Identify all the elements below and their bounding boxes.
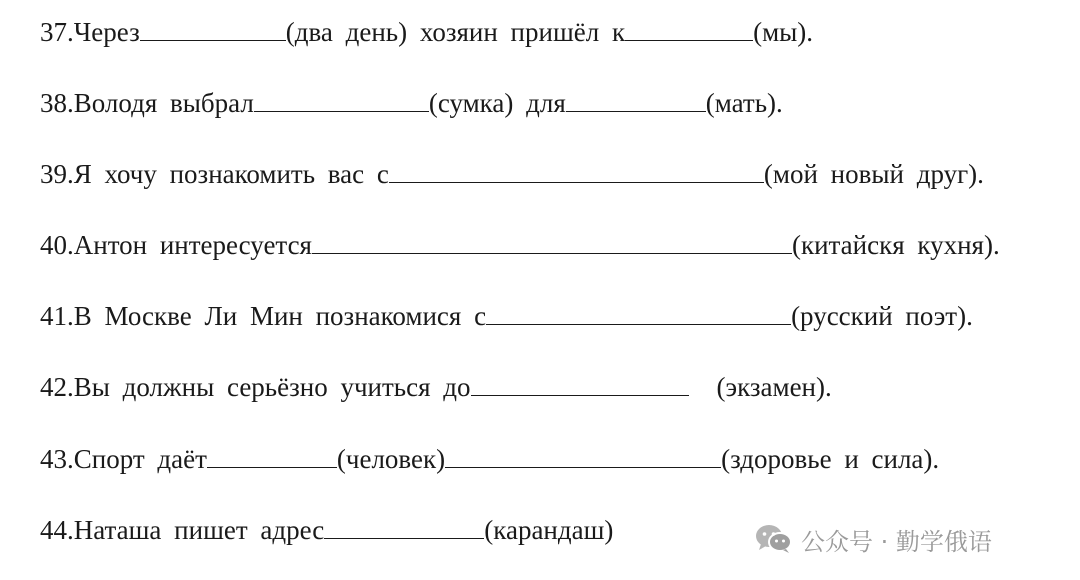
answer-blank[interactable] bbox=[207, 437, 337, 468]
exercise-text: (экзамен). bbox=[716, 372, 832, 402]
exercise-text: 41.В Москве Ли Мин познакомися с bbox=[40, 301, 487, 331]
watermark-text: 公众号 · 勤学俄语 bbox=[801, 527, 992, 556]
exercise-39 bbox=[40, 152, 984, 192]
exercise-42 bbox=[40, 365, 832, 405]
exercise-text: (мы). bbox=[753, 17, 814, 47]
exercise-text: (человек) bbox=[336, 444, 446, 474]
exercise-text: (карандаш) bbox=[484, 515, 614, 545]
exercise-text: (мой новый друг). bbox=[763, 159, 984, 189]
exercise-37 bbox=[40, 10, 813, 50]
exercise-text: 38.Володя выбрал bbox=[40, 88, 254, 118]
exercise-text: (два день) хозяин пришёл к bbox=[285, 17, 626, 47]
watermark bbox=[755, 517, 992, 561]
exercise-text: 42.Вы должны серьёзно учиться до bbox=[40, 372, 471, 402]
exercise-text: (китайскя кухня). bbox=[791, 230, 1000, 260]
exercise-44 bbox=[40, 508, 613, 548]
answer-blank[interactable] bbox=[324, 508, 484, 539]
answer-blank[interactable] bbox=[312, 223, 792, 254]
answer-blank[interactable] bbox=[445, 437, 721, 468]
exercise-text: 43.Спорт даёт bbox=[40, 444, 207, 474]
answer-blank[interactable] bbox=[486, 294, 791, 325]
exercise-38 bbox=[40, 81, 783, 121]
exercise-text: (мать). bbox=[705, 88, 783, 118]
answer-blank[interactable] bbox=[140, 10, 286, 41]
exercise-text: (здоровье и сила). bbox=[721, 444, 940, 474]
answer-blank[interactable] bbox=[471, 365, 689, 396]
exercise-41 bbox=[40, 294, 973, 334]
exercise-text: 39.Я хочу познакомить вас с bbox=[40, 159, 389, 189]
answer-blank[interactable] bbox=[625, 10, 753, 41]
exercise-text: 37.Через bbox=[40, 17, 140, 47]
exercise-text: (русский поэт). bbox=[791, 301, 973, 331]
answer-blank[interactable] bbox=[566, 81, 706, 112]
exercise-text: 44.Наташа пишет адрес bbox=[40, 515, 325, 545]
exercise-text: (сумка) для bbox=[428, 88, 566, 118]
exercise-text: 40.Антон интересуется bbox=[40, 230, 312, 260]
answer-blank[interactable] bbox=[389, 152, 764, 183]
exercise-40 bbox=[40, 223, 1000, 263]
exercise-43 bbox=[40, 437, 939, 477]
wechat-icon bbox=[755, 523, 793, 555]
answer-blank[interactable] bbox=[254, 81, 429, 112]
